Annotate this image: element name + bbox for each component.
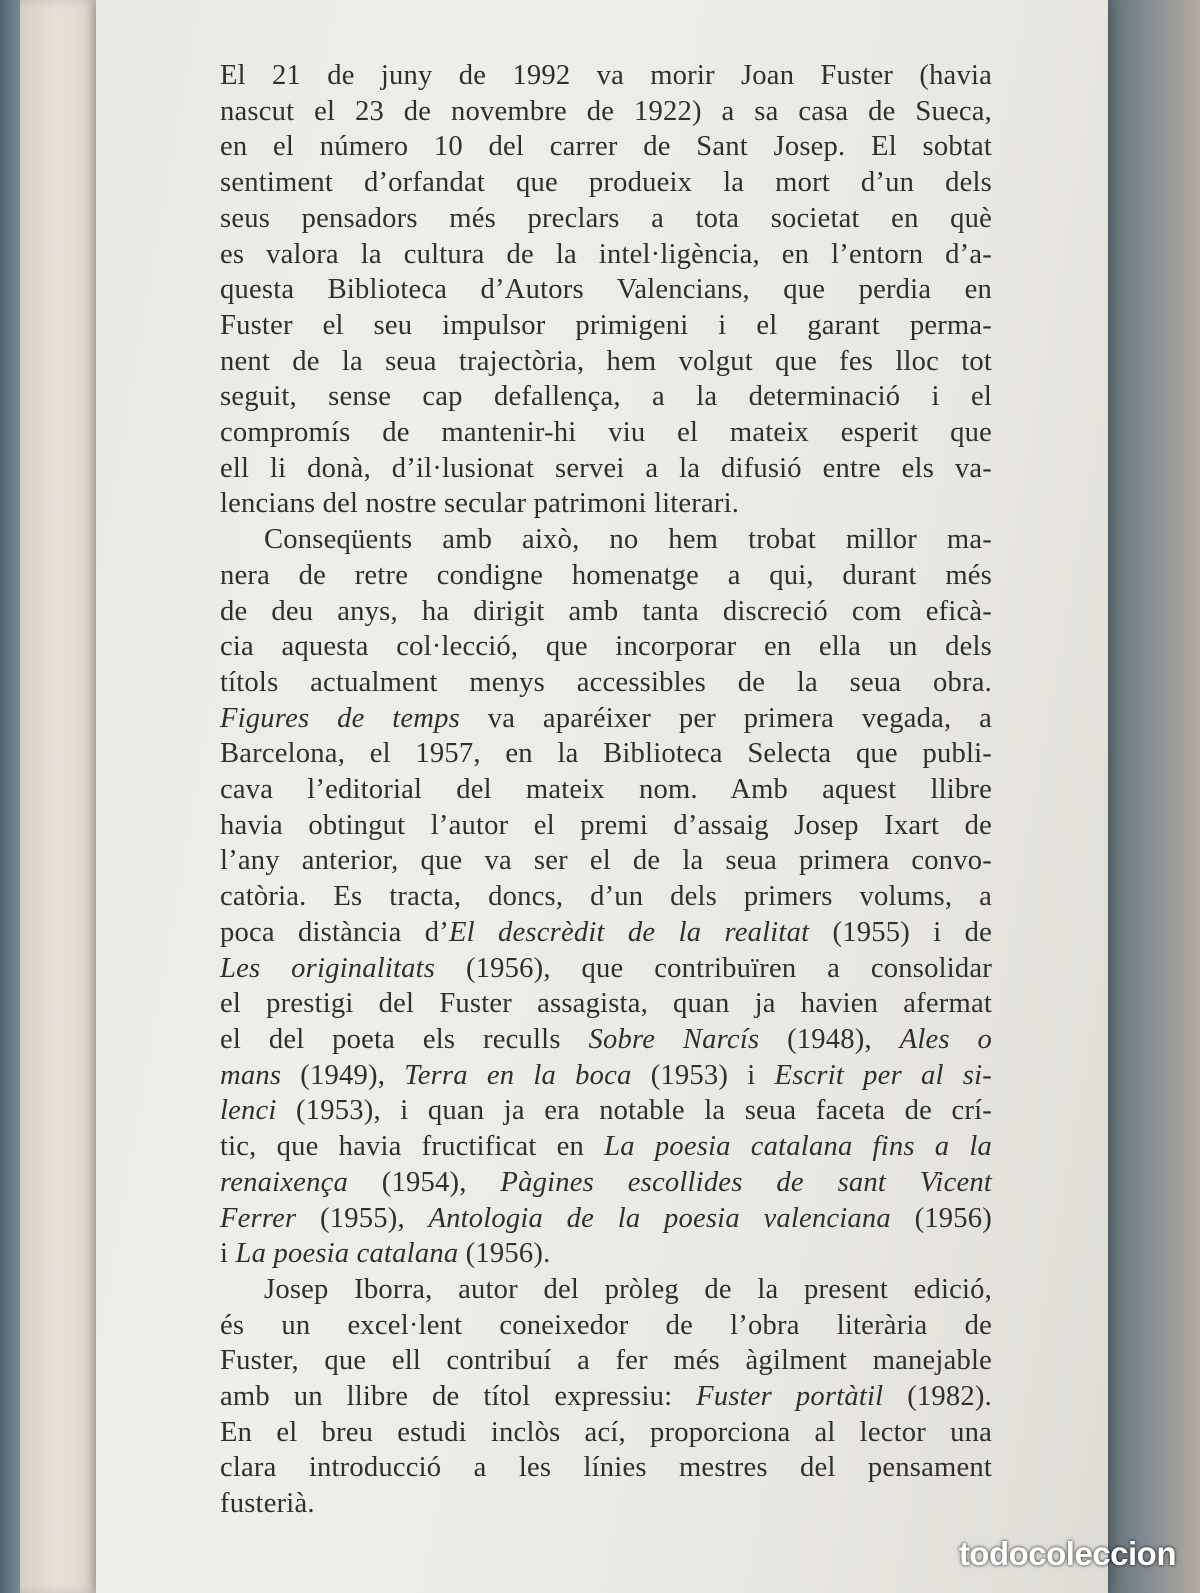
text-line: ell li donà, d’il·lusionat servei a la difusió entre els va- — [220, 452, 992, 484]
text-line: En el breu estudi inclòs ací, proporciona al lector una — [220, 1416, 992, 1448]
text-line: Barcelona, el 1957, en la Biblioteca Selecta que publi- — [220, 738, 992, 770]
text-line: tic, que havia fructificat en La poesia catalana fins a la — [220, 1131, 992, 1163]
text-line: de deu anys, ha dirigit amb tanta discreció com eficà- — [220, 595, 992, 627]
watermark-logo: todocoleccion — [958, 1535, 1176, 1572]
text-line: Ferrer (1955), Antologia de la poesia valenciana (1956) — [220, 1202, 992, 1234]
text-line: l’any anterior, que va ser el de la seua primera convo- — [220, 845, 992, 877]
text-line: Figures de temps va aparéixer per primera vegada, a — [220, 702, 992, 734]
background-right — [1100, 0, 1200, 1593]
paragraph-1 — [220, 58, 992, 522]
text-line: seus pensadors més preclars a tota societat en què — [220, 202, 992, 234]
text-line: Les originalitats (1956), que contribuïren a consolidar — [220, 952, 992, 984]
text-line: clara introducció a les línies mestres del pensament — [220, 1452, 992, 1484]
text-line: amb un llibre de títol expressiu: Fuster portàtil (1982). — [220, 1381, 992, 1413]
text-line: el prestigi del Fuster assagista, quan ja havien afermat — [220, 988, 992, 1020]
text-line: fusterià. — [220, 1488, 315, 1520]
text-line: el del poeta els reculls Sobre Narcís (1948), Ales o — [220, 1023, 992, 1055]
text-line: cia aquesta col·lecció, que incorporar en ella un dels — [220, 631, 992, 663]
text-line: títols actualment menys accessibles de la seua obra. — [220, 666, 992, 698]
text-line: poca distància d’El descrèdit de la realitat (1955) i de — [220, 916, 993, 948]
paragraph-2 — [220, 522, 992, 1272]
text-line: havia obtingut l’autor el premi d’assaig Josep Ixart de — [220, 809, 992, 841]
text-line: nascut el 23 de novembre de 1922) a sa casa de Sueca, — [220, 95, 992, 127]
text-line: cava l’editorial del mateix nom. Amb aquest llibre — [220, 774, 992, 806]
text-line: és un excel·lent coneixedor de l’obra literària de — [220, 1309, 992, 1341]
text-line: Fuster, que ell contribuí a fer més àgilment manejable — [220, 1345, 992, 1377]
body-text — [220, 58, 992, 1522]
text-line: compromís de mantenir-hi viu el mateix esperit que — [220, 417, 992, 449]
book-edge — [20, 0, 100, 1593]
text-line: questa Biblioteca d’Autors Valencians, que perdia en — [220, 274, 992, 306]
text-line: catòria. Es tracta, doncs, d’un dels primers volums, a — [220, 881, 992, 913]
text-line: i La poesia catalana (1956). — [220, 1238, 551, 1270]
text-line: Josep Iborra, autor del pròleg de la present edició, — [264, 1273, 992, 1305]
text-line: lencians del nostre secular patrimoni literari. — [220, 488, 740, 520]
text-line: Fuster el seu impulsor primigeni i el garant perma- — [220, 309, 992, 341]
text-line: renaixença (1954), Pàgines escollides de sant Vicent — [220, 1166, 992, 1198]
text-line: El 21 de juny de 1992 va morir Joan Fuster (havia — [220, 60, 992, 91]
paragraph-3 — [220, 1272, 992, 1522]
text-line: Conseqüents amb això, no hem trobat millor ma- — [264, 524, 992, 556]
text-line: lenci (1953), i quan ja era notable la seua faceta de crí- — [220, 1095, 992, 1127]
text-line: nent de la seua trajectòria, hem volgut que fes lloc tot — [220, 345, 992, 377]
text-line: en el número 10 del carrer de Sant Josep. El sobtat — [220, 131, 992, 163]
text-line: mans (1949), Terra en la boca (1953) i Escrit per al si- — [220, 1059, 992, 1091]
text-line: sentiment d’orfandat que produeix la mort d’un dels — [220, 167, 992, 199]
text-line: seguit, sense cap defallença, a la determinació i el — [220, 381, 992, 413]
text-line: nera de retre condigne homenatge a qui, durant més — [220, 559, 992, 591]
text-line: es valora la cultura de la intel·ligència, en l’entorn d’a- — [220, 238, 992, 270]
